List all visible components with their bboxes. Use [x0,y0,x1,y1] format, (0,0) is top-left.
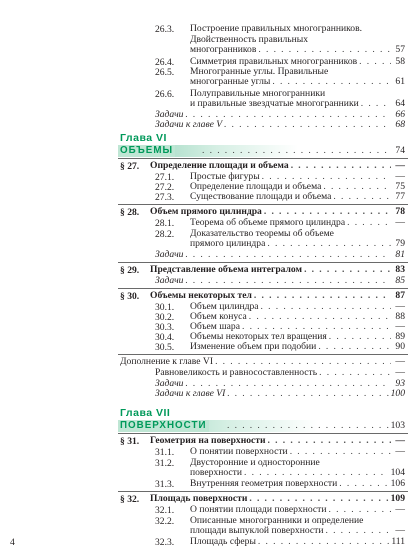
toc-entry-page: — [395,160,405,171]
toc-entry[interactable] [190,526,405,536]
dot-leader [249,312,391,322]
toc-entry-page: 93 [395,378,405,389]
toc-entry-page: 78 [395,206,405,217]
page-number: 4 [10,537,15,548]
dot-leader [359,57,391,67]
toc-entry-number: 30.4. [155,332,175,343]
toc-entry-number: 26.6. [155,89,175,100]
toc-entry-page: — [395,504,405,515]
toc-entry-title: Доказательство теоремы об объеме [190,228,334,239]
toc-entry-number: 30.5. [155,342,175,353]
dot-leader [249,494,388,504]
dot-leader [202,146,391,156]
appendix-title: Дополнение к главе VI [120,356,214,367]
toc-entry-title: Описанные многогранники и определение [190,515,364,526]
toc-entry-number: 30.1. [155,302,175,313]
toc-entry-number: 27.1. [155,172,175,183]
dot-leader [291,161,391,171]
dot-leader [261,302,391,312]
toc-entry-page: 79 [395,238,405,249]
section-title: Площадь поверхности [150,493,248,504]
toc-entry-page: 81 [395,249,405,260]
toc-entry-title: Определение площади и объема [190,181,322,192]
toc-entry-title: Объем цилиндра [190,301,259,312]
toc-entry-number: 28.1. [155,218,175,229]
toc-section[interactable] [150,161,405,171]
section-title: Определение площади и объема [150,160,289,171]
toc-entry[interactable] [190,239,405,249]
toc-entry-page: 74 [395,145,405,156]
chapter-page-entry[interactable] [200,146,405,156]
toc-entry[interactable] [190,447,405,457]
toc-entry-title: Равновеликость и равносоставленность [155,367,318,378]
dot-leader [227,421,389,431]
toc-entry-page: — [395,525,405,536]
toc-entry-title: Задачи к главе VI [155,388,226,399]
dot-leader [224,120,391,130]
dot-leader [319,368,391,378]
dot-leader [258,45,391,55]
toc-entry-title: Задачи [155,109,184,120]
toc-entry-page: 111 [391,536,405,547]
section-title: Объемы некоторых тел [150,290,252,301]
toc-entry-page: 85 [395,275,405,286]
toc-entry-title: Объемы некоторых тел вращения [190,331,327,342]
toc-entry-page: 64 [395,98,405,109]
toc-entry-page: — [395,446,405,457]
dot-leader [347,218,391,228]
toc-entry-page: 104 [390,467,405,478]
toc-entry-page: 83 [395,264,405,275]
toc-entry[interactable] [190,479,405,489]
toc-entry-title: Теорема об объеме прямого цилиндра [190,217,346,228]
dot-leader [272,77,391,87]
toc-entry-page: — [395,301,405,312]
toc-entry-number: 31.3. [155,479,175,490]
dot-leader [323,182,391,192]
toc-section[interactable] [150,207,405,217]
toc-section[interactable] [150,291,405,301]
toc-entry-page: 68 [395,119,405,130]
toc-entry-page: — [395,356,405,367]
section-divider [118,262,408,263]
toc-entry-title: Изменение объем при подобии [190,341,317,352]
toc-entry-number: 30.3. [155,322,175,333]
toc-entry-page: 66 [395,109,405,120]
toc-entry-number: 26.4. [155,57,175,68]
toc-entry-title: Внутренняя геометрия поверхности [190,478,338,489]
toc-entry-title: Полуправильные многогранники [190,88,326,99]
toc-entry-title: Симметрия правильных многогранников [190,56,358,67]
section-mark: § 27. [120,161,140,172]
toc-entry-page: 103 [390,420,405,431]
toc-entry-chapter-tasks[interactable] [155,120,405,130]
toc-appendix[interactable] [120,357,405,367]
toc-entry[interactable] [190,192,405,202]
toc-entry-title: Существование площади и объема [190,191,332,202]
toc-entry-page: — [395,435,405,446]
dot-leader [290,447,391,457]
toc-entry[interactable] [190,468,405,478]
dot-leader [361,99,391,109]
toc-entry-page: 87 [395,290,405,301]
section-title: Представление объема интегралом [150,264,303,275]
dot-leader [244,468,389,478]
section-mark: § 30. [120,291,140,302]
toc-entry[interactable] [190,537,405,547]
toc-entry-number: 32.2. [155,516,175,527]
toc-entry-title: многогранников [190,44,257,55]
toc-entry-title: Объем шара [190,321,240,332]
toc-entry-number: 26.3. [155,24,175,35]
toc-entry[interactable] [190,99,405,109]
toc-entry-title: Объем конуса [190,311,247,322]
toc-entry-page: 61 [395,76,405,87]
toc-entry-page: — [395,217,405,228]
dot-leader [254,291,391,301]
toc-entry-page: 88 [395,311,405,322]
toc-entry-number: 32.1. [155,505,175,516]
toc-entry-page: — [395,321,405,332]
toc-entry[interactable] [190,45,405,55]
section-mark: § 28. [120,207,140,218]
toc-entry-title: Построение правильных многогранников. [190,23,363,34]
toc-entry-page: 75 [395,181,405,192]
toc-entry-title: О понятии поверхности [190,446,288,457]
dot-leader [325,526,391,536]
toc-entry-title: Задачи [155,249,184,260]
toc-entry-chapter-tasks[interactable] [155,389,405,399]
toc-entry-title: прямого цилиндра [190,238,266,249]
section-title: Геометрия на поверхности [150,435,266,446]
section-title: Объем прямого цилиндра [150,206,262,217]
toc-entry-page: 77 [395,191,405,202]
dot-leader [339,479,388,489]
toc-entry[interactable] [190,505,405,515]
dot-leader [328,505,391,515]
toc-entry[interactable] [155,368,405,378]
toc-entry-number: 30.2. [155,312,175,323]
toc-entry-number: 28.2. [155,229,175,240]
chapter-page-entry[interactable] [225,421,405,431]
section-mark: § 29. [120,265,140,276]
toc-entry[interactable] [190,218,405,228]
toc-entry-page: — [395,367,405,378]
toc-entry-title: Площадь сферы [190,536,256,547]
dot-leader [329,332,391,342]
toc-section[interactable] [150,494,405,504]
dot-leader [227,389,388,399]
toc-entry-number: 27.2. [155,182,175,193]
toc-entry[interactable] [190,77,405,87]
toc-entry-title: Многогранные углы. Правильные [190,66,329,77]
section-divider [118,204,408,205]
toc-entry-number: 31.2. [155,458,175,469]
toc-entry-title: и правильные звездчатые многогранники [190,98,359,109]
dot-leader [258,537,389,547]
toc-entry-page: 90 [395,341,405,352]
toc-entry-title: многогранные углы [190,76,271,87]
toc-entry-title: площади выпуклой поверхности [190,525,324,536]
toc-section[interactable] [150,436,405,446]
chapter-name: ОБЪЕМЫ [120,145,174,156]
toc-entry[interactable] [190,342,405,352]
section-divider [118,158,408,159]
chapter-name: ПОВЕРХНОСТИ [120,420,207,431]
toc-entry-title: Задачи [155,275,184,286]
toc-entry-page: 106 [390,478,405,489]
toc-entry-number: 26.5. [155,67,175,78]
toc-entry-page: 58 [395,56,405,67]
toc-entry-page: 100 [390,388,405,399]
dot-leader [304,265,391,275]
toc-entry-title: Задачи [155,378,184,389]
dot-leader [318,342,391,352]
toc-entry-page: 57 [395,44,405,55]
dot-leader [185,250,391,260]
section-divider [118,354,408,355]
toc-entry-title: Простые фигуры [190,171,260,182]
toc-entry-title: Двусторонние и односторонние [190,457,320,468]
section-divider [118,491,408,492]
dot-leader [268,436,391,446]
toc-entry-number: 27.3. [155,192,175,203]
dot-leader [185,276,391,286]
toc-entry-page: 109 [390,493,405,504]
dot-leader [267,239,391,249]
toc-entry-page: 89 [395,331,405,342]
chapter-title: Глава VI [120,132,167,144]
toc-entry-number: 32.3. [155,537,175,548]
dot-leader [264,207,391,217]
toc-entry-tasks[interactable] [155,276,405,286]
toc-entry-tasks[interactable] [155,250,405,260]
toc-entry-title: О понятии площади поверхности [190,504,327,515]
section-mark: § 32. [120,494,140,505]
toc-entry-number: 31.1. [155,447,175,458]
toc-entry-title: поверхности [190,467,243,478]
toc-entry-title: Двойственность правильных [190,34,309,45]
toc-entry-title: Задачи к главе V [155,119,223,130]
toc-section[interactable] [150,265,405,275]
section-divider [118,288,408,289]
dot-leader [215,357,391,367]
section-divider [118,433,408,434]
section-mark: § 31. [120,436,140,447]
dot-leader [333,192,391,202]
toc-entry-page: — [395,171,405,182]
chapter-title: Глава VII [120,407,171,419]
